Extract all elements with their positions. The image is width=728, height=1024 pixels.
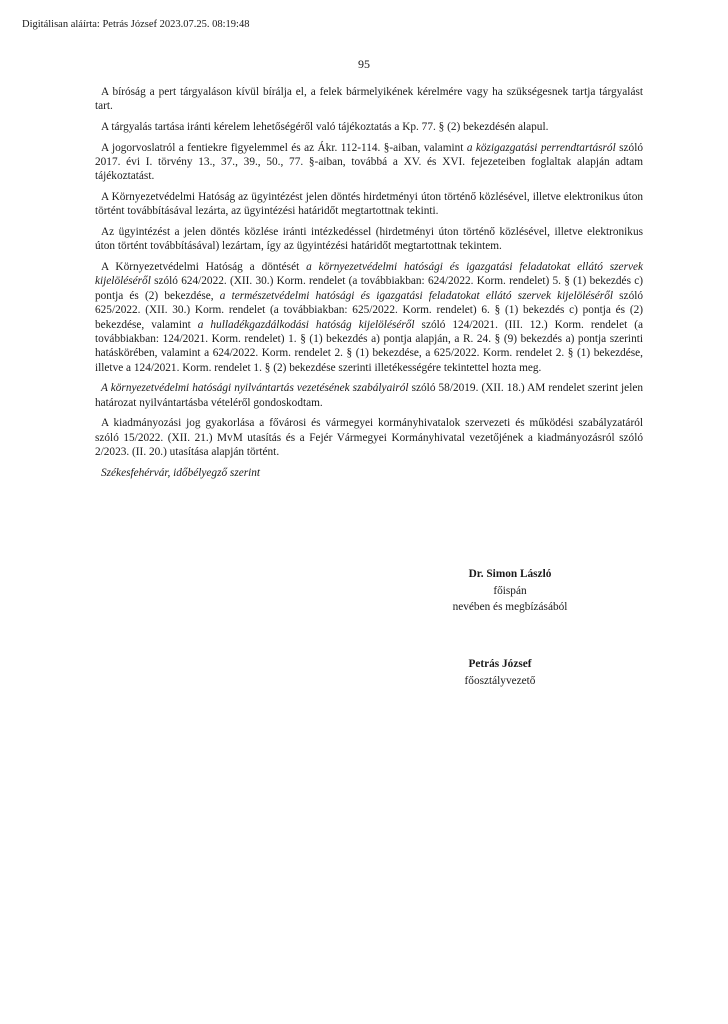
signatory-title: főosztályvezető [464, 674, 536, 687]
law-title: a környezetvédelmi hatósági és igazgatási feladatokat ellátó szervek kijelöléséről [95, 261, 644, 288]
text-segment: szóló 2017. évi I. törvény 13., 37., 39., 50., 77. §-aiban, továbbá a XV. és XVI. fejezeteiben foglaltak alapján adtam tájékoztatást. [95, 141, 643, 183]
paragraph-competence [95, 260, 643, 375]
law-title: a természetvédelmi hatósági és igazgatási feladatokat ellátó szervek kijelöléséről [219, 289, 613, 302]
text-segment: szóló 58/2019. (XII. 18.) AM rendelet szerint jelen határozat nyilvántartásba vételéről gondoskodtam. [95, 382, 643, 409]
signatory-note: nevében és megbízásából [452, 601, 568, 613]
paragraph-legal-remedy [95, 141, 643, 184]
place-date: Székesfehérvár, időbélyegző szerint [101, 466, 261, 479]
paragraph-registry [95, 381, 643, 410]
signature-block-head [400, 566, 620, 616]
signature-block-department [390, 656, 610, 689]
text-segment: szóló 624/2022. (XII. 30.) Korm. rendelet (a továbbiakban: 624/2022. Korm. rendelet) 5. § (1) bekezdés c) pontja és (2) bekezdése, [95, 275, 643, 302]
text-segment: szóló 124/2021. (III. 12.) Korm. rendelet (a továbbiakban: 124/2021. Korm. rendelet) 1. § (1) bekezdés a) pontja alapján, a R. 24. § (9) bekezdés a) pontja szerinti hatáskörében, valamint a 624/2022. Korm. rendelet 2. § (1) bekezdése, a 625/2022. Korm. rendelet 2. § (1) bekezdése, illetve a 124/2021. Korm. rendelet 1. § (2) bekezdése szerinti illetékességére tekintettel hozta meg. [95, 318, 643, 374]
signatory-name: Petrás József [468, 658, 532, 670]
law-title: a közigazgatási perrendtartásról [466, 141, 616, 154]
paragraph-authority-closure: A Környezetvédelmi Hatóság az ügyintézést jelen döntés hirdetményi úton történő közlésével, illetve elektronikus úton történt továbbításával lezárta, az ügyintézési határidőt megtartottnak tekinti. [95, 191, 643, 218]
paragraph-case-closure: Az ügyintézést a jelen döntés közlése iránti intézkedéssel (hirdetményi úton történő közlésével, illetve elektronikus úton történt továbbításával) lezártam, így az ügyintézési határidőt megtartottnak tekintem. [95, 226, 643, 253]
law-title: a hulladékgazdálkodási hatóság kijelöléséről [197, 318, 415, 331]
paragraph-court-procedure: A bíróság a pert tárgyaláson kívül bírálja el, a felek bármelyikének kérelmére vagy ha szükségesnek tartja tárgyalást tart. [95, 86, 643, 113]
signatory-title: főispán [493, 584, 527, 597]
page-number: 95 [358, 57, 370, 71]
digital-signature-stamp: Digitálisan aláírta: Petrás József 2023.07.25. 08:19:48 [22, 19, 250, 30]
text-segment: A jogorvoslatról a fentiekre figyelemmel és az Ákr. 112-114. §-aiban, valamint [101, 141, 467, 154]
text-segment: szóló 625/2022. (XII. 30.) Korm. rendelet (a továbbiakban: 625/2022. Korm. rendelet) 6. § (1) bekezdés c) pontja és (2) bekezdése, valamint [95, 289, 644, 331]
paragraph-hearing-request: A tárgyalás tartása iránti kérelem lehetőségéről való tájékoztatás a Kp. 77. § (2) bekezdésén alapul. [101, 121, 549, 133]
paragraph-signing-authority: A kiadmányozási jog gyakorlása a fővárosi és vármegyei kormányhivatalok szervezeti és működési szabályzatáról szóló 15/2022. (XII. 21.) MvM utasítás és a Fejér Vármegyei Kormányhivatal vezetőjének a kiadmányozásról szóló 2/2023. (II. 20.) utasítása alapján történt. [95, 417, 643, 459]
signatory-name: Dr. Simon László [468, 568, 552, 580]
document-body [95, 85, 643, 486]
law-title: A környezetvédelmi hatósági nyilvántartás vezetésének szabályairól [101, 382, 409, 395]
text-segment: A Környezetvédelmi Hatóság a döntését [101, 261, 307, 273]
